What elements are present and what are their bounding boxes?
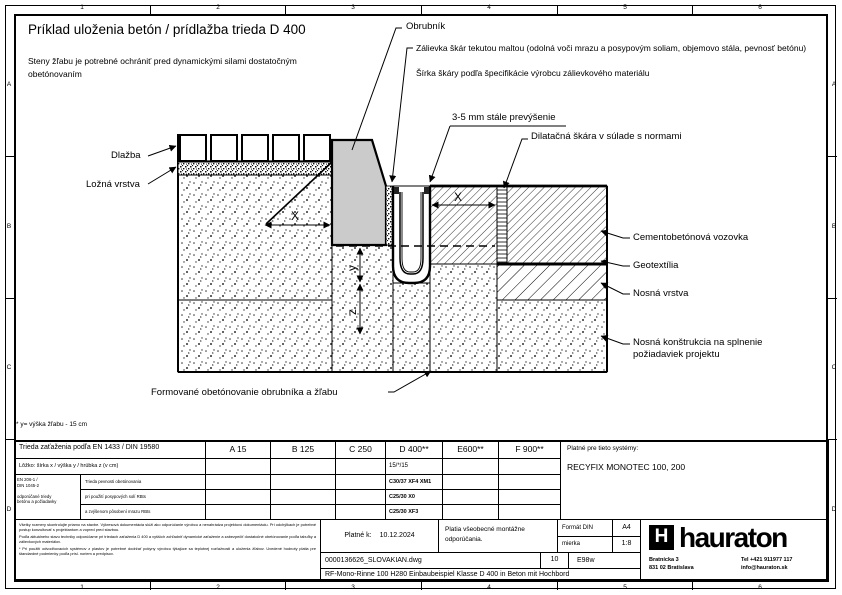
empty-cell bbox=[498, 458, 561, 475]
description-cell: RF-Mono-Rinne 100 H280 Einbaubeispiel Klasse D 400 in Beton mit Hochbord bbox=[320, 568, 641, 582]
channel-inner bbox=[400, 192, 423, 274]
address-line1: Bratnícka 3 bbox=[649, 557, 679, 563]
code-cell: E98w bbox=[568, 552, 641, 569]
load-class-f900: F 900** bbox=[498, 440, 561, 459]
note-cell: Platia všeobecné montážne odporúčania. bbox=[438, 519, 558, 553]
empty-cell bbox=[270, 474, 336, 490]
frame-row-right: A bbox=[831, 81, 837, 88]
concrete-d400-value: C25/30 X0 bbox=[385, 489, 443, 505]
norm-line: odporúčané triedy bbox=[17, 493, 52, 499]
table-bed-label: Lôžko: šírka x / výška y / hrúbka z (v cm) bbox=[14, 458, 206, 475]
empty-cell bbox=[205, 489, 271, 505]
load-class-e600: E600** bbox=[442, 440, 499, 459]
paving-blocks bbox=[180, 135, 330, 161]
frame-col-bottom: 4 bbox=[487, 584, 491, 591]
format-label-cell: Formát DIN bbox=[557, 519, 613, 537]
frame-col-top: 5 bbox=[623, 4, 627, 11]
concrete-row-label: a zvýšenom pôsobení mrazu RBts bbox=[80, 504, 206, 520]
scale-label-cell: mierka bbox=[557, 536, 613, 553]
file-name-cell: 0000136626_SLOVAKIAN.dwg bbox=[320, 552, 541, 569]
concrete-under-curb bbox=[332, 245, 393, 372]
channel-rail-left bbox=[394, 187, 399, 194]
phone: Tel +421 911977 117 bbox=[741, 557, 793, 563]
frame-col-bottom: 3 bbox=[351, 584, 355, 591]
empty-cell bbox=[270, 458, 336, 475]
concrete-row-label: pri použití posypových solí RBts bbox=[80, 489, 206, 505]
curb bbox=[332, 140, 386, 245]
callout-dilatacna: Dilatačná škára v súlade s normami bbox=[531, 131, 682, 142]
bedding-layer bbox=[178, 162, 332, 175]
scale-value-cell: 1:8 bbox=[612, 536, 641, 553]
systems-label: Platné pre tieto systémy: bbox=[567, 445, 639, 452]
concrete-row-label: Trieda pevnosti obetónovania bbox=[80, 474, 206, 490]
frame-col-bottom: 2 bbox=[216, 584, 220, 591]
concrete-right-of-channel bbox=[430, 264, 497, 372]
empty-cell bbox=[442, 474, 499, 490]
load-class-d400: D 400** bbox=[385, 440, 443, 459]
valid-date-cell bbox=[320, 519, 439, 553]
frame-col-bottom: 6 bbox=[758, 584, 762, 591]
frame-col-bottom: 1 bbox=[80, 584, 84, 591]
frame-row-left: C bbox=[6, 364, 12, 371]
hauraton-wordmark: hauraton bbox=[679, 522, 787, 553]
systems-value: RECYFIX MONOTEC 100, 200 bbox=[567, 461, 686, 472]
norm-line: betónu a požiadavky bbox=[17, 499, 57, 505]
empty-cell bbox=[205, 458, 271, 475]
empty-cell bbox=[270, 489, 336, 505]
empty-cell bbox=[498, 474, 561, 490]
load-class-c250: C 250 bbox=[335, 440, 386, 459]
dim-label-x-left: X bbox=[290, 209, 300, 223]
frame-row-left: B bbox=[6, 223, 12, 230]
dim-label-x-right: X bbox=[453, 190, 463, 204]
disclaimer-block bbox=[14, 519, 321, 582]
frame-col-top: 6 bbox=[758, 4, 762, 11]
dilatation-joint bbox=[497, 186, 507, 264]
frame-col-bottom: 5 bbox=[623, 584, 627, 591]
address-block bbox=[649, 556, 694, 573]
concrete-norm-cell bbox=[14, 474, 81, 520]
empty-cell bbox=[498, 489, 561, 505]
callout-sirka-skary: Šírka škáry podľa špecifikácie výrobcu zálievkového materiálu bbox=[416, 68, 650, 78]
drawing-geometry bbox=[148, 28, 630, 392]
frame-col-top: 4 bbox=[487, 4, 491, 11]
empty-cell bbox=[205, 504, 271, 520]
callout-dlazba: Dlažba bbox=[111, 150, 141, 161]
frame-col-top: 1 bbox=[80, 4, 84, 11]
disclaimer-paragraph: Všetky rozmery skontrolujte priamo na stavbe. Výkresová dokumentácia slúži ako odporúčanie výrobcu a nenahrádza projektovú dokumentáciu. Pri odchýlkach je potrebné postup konzultovať s projektantom a vopred pred stavbou. bbox=[19, 522, 316, 532]
email: info@hauraton.sk bbox=[741, 565, 788, 572]
table-load-class-label: Trieda zaťaženia podľa EN 1433 / DIN 19580 bbox=[14, 440, 206, 459]
empty-cell bbox=[270, 504, 336, 520]
callout-lozna-vrstva: Ložná vrstva bbox=[86, 179, 140, 190]
callout-geotextilia: Geotextília bbox=[633, 260, 679, 271]
valid-date: 10.12.2024 bbox=[379, 531, 415, 539]
page-subtitle: Steny žľabu je potrebné ochrániť pred dynamickými silami dostatočným obetónovaním bbox=[28, 56, 297, 80]
dim-label-z: z bbox=[345, 309, 359, 315]
concrete-d400-value: C25/30 XF3 bbox=[385, 504, 443, 520]
norm-line: DIN 1045-2 bbox=[17, 482, 39, 488]
disclaimer-paragraph: * Pri použití odvodňovacích systémov z plastov je potrebné dodržať pokyny výrobcu týkajúce sa teplotnej rozťažnosti a uloženia žľabov. Uvedené hodnoty platia pre štandardné podmienky podľa prísl. noriem a predpisov. bbox=[19, 546, 316, 557]
dim-label-y: y bbox=[345, 265, 359, 271]
hauraton-logo-icon: H bbox=[649, 525, 674, 550]
frame-col-top: 3 bbox=[351, 4, 355, 11]
norm-line: EN 206-1 / bbox=[17, 477, 38, 482]
systems-cell bbox=[560, 440, 829, 520]
concrete-under-channel bbox=[393, 283, 430, 372]
callout-cementobetonova: Cementobetónová vozovka bbox=[633, 232, 749, 243]
frame-col-top: 2 bbox=[216, 4, 220, 11]
frame-row-right: B bbox=[831, 223, 837, 230]
address-line2: 831 02 Bratislava bbox=[649, 565, 694, 572]
sheet-number-cell: 10 bbox=[540, 552, 569, 569]
base-layer bbox=[497, 264, 607, 300]
logo-cell bbox=[640, 519, 829, 582]
empty-cell bbox=[442, 489, 499, 505]
empty-cell bbox=[442, 504, 499, 520]
empty-cell bbox=[335, 458, 386, 475]
channel-rail-right bbox=[424, 187, 429, 194]
empty-cell bbox=[335, 489, 386, 505]
disclaimer-paragraph: Podľa aktuálneho stavu techniky odporúčame pri triedach zaťaženia D 400 a vyšších zohľadniť dynamické zaťaženie a zabezpečiť dostatočné obetónovanie podľa tabuľky a zálievkových materiálov. bbox=[19, 534, 316, 544]
callout-zalievka: Zálievka škár tekutou maltou (odolná voči mrazu a posypovým soliam, objemovo stála, pevnosť betónu) bbox=[416, 43, 807, 53]
contact-block bbox=[741, 556, 792, 573]
callout-obrubnik: Obrubník bbox=[406, 21, 446, 32]
concrete-d400-value: C30/37 XF4 XM1 bbox=[385, 474, 443, 490]
page-title: Príklad uloženia betón / prídlažba trieda D 400 bbox=[28, 22, 306, 37]
frame-row-left: A bbox=[6, 81, 12, 88]
load-class-b125: B 125 bbox=[270, 440, 336, 459]
empty-cell bbox=[442, 458, 499, 475]
callout-nosna-vrstva: Nosná vrstva bbox=[633, 288, 689, 299]
callout-formovane: Formované obetónovanie obrubníka a žľabu bbox=[151, 387, 338, 398]
valid-label: Platné k: bbox=[344, 531, 372, 539]
load-class-a15: A 15 bbox=[205, 440, 271, 459]
empty-cell bbox=[205, 474, 271, 490]
concrete-left bbox=[178, 175, 332, 372]
callout-prevysenie: 3-5 mm stále prevýšenie bbox=[452, 112, 556, 123]
footnote-y: * y= výška žľabu - 15 cm bbox=[16, 421, 88, 428]
bed-d400-value: 15/*/15 bbox=[385, 458, 443, 475]
empty-cell bbox=[335, 474, 386, 490]
format-value-cell: A4 bbox=[612, 519, 641, 537]
frame-row-right: D bbox=[831, 506, 837, 513]
callout-nosna-konstrukcia: Nosná konštrukcia na splnenie požiadaviek projektu bbox=[633, 337, 763, 360]
frame-row-right: C bbox=[831, 364, 837, 371]
base-structure bbox=[497, 300, 607, 372]
empty-cell bbox=[335, 504, 386, 520]
empty-cell bbox=[498, 504, 561, 520]
frame-row-left: D bbox=[6, 506, 12, 513]
